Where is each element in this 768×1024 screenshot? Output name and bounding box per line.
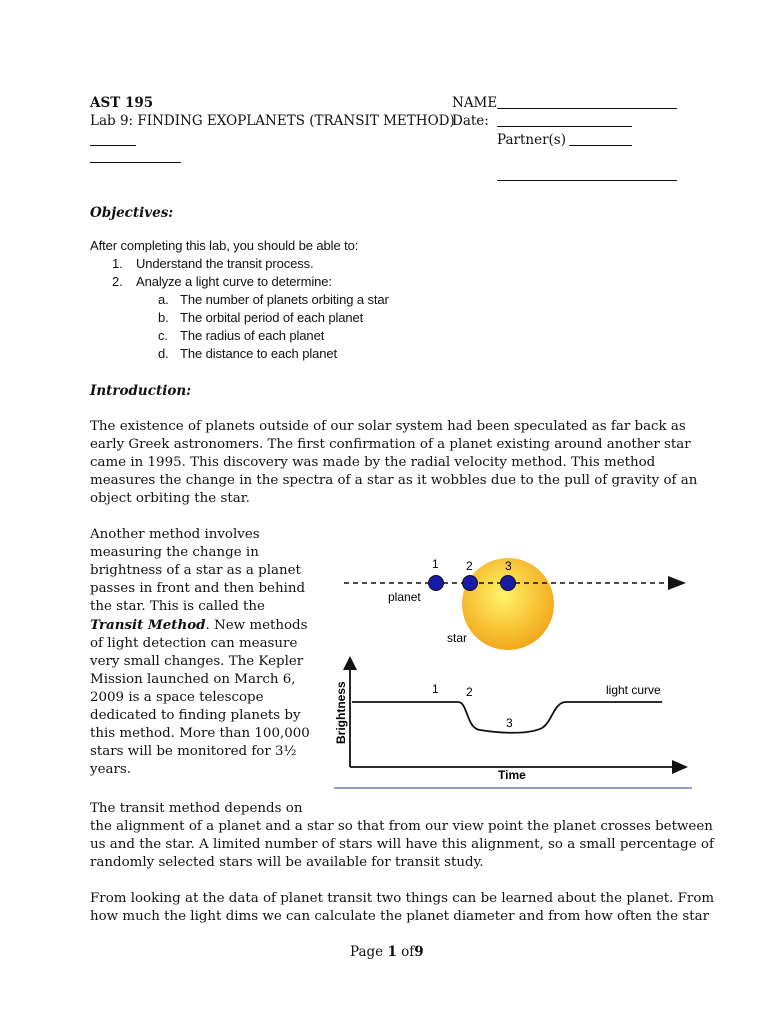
text-line: The transit method depends on <box>90 801 303 816</box>
transit-diagram <box>330 552 700 792</box>
planet-label: planet <box>388 590 421 604</box>
x-axis-arrow-icon <box>672 760 688 774</box>
intro-paragraph-3 <box>90 800 714 872</box>
objective-number: 2. <box>112 274 123 289</box>
position-label-3: 3 <box>505 559 512 573</box>
text-line: came in 1995. This discovery was made by the radial velocity method. This method <box>90 455 656 470</box>
light-curve-label: light curve <box>606 683 661 697</box>
page-footer <box>350 943 424 961</box>
blank-line <box>90 162 181 163</box>
text-line: randomly selected stars will be available for transit study. <box>90 855 484 870</box>
subitem-letter: b. <box>158 310 169 325</box>
of-word: of <box>401 944 415 960</box>
orbit-arrow-icon <box>668 576 686 590</box>
text-line: very small changes. The Kepler <box>90 654 304 669</box>
transit-method-emphasis: Transit Method <box>90 617 206 633</box>
star-label: star <box>447 631 468 645</box>
planet-position-1 <box>429 576 444 591</box>
position-label-2: 2 <box>466 559 473 573</box>
partners-field-2[interactable] <box>497 180 677 181</box>
page-number: 1 <box>387 944 397 960</box>
objective-number: 1. <box>112 256 123 271</box>
curve-label-1: 1 <box>432 682 439 696</box>
curve-label-3: 3 <box>506 716 513 730</box>
partners-field[interactable] <box>569 145 632 146</box>
text-line: early Greek astronomers. The first confirmation of a planet existing around another star <box>90 437 691 452</box>
date-field[interactable] <box>497 126 632 127</box>
x-axis-label: Time <box>498 768 526 782</box>
name-label: NAME <box>452 95 498 111</box>
page-word: Page <box>350 944 384 960</box>
partners-label: Partner(s) <box>497 132 567 148</box>
subitem-text: The orbital period of each planet <box>180 310 364 325</box>
objectives-heading: Objectives: <box>90 205 174 221</box>
y-axis-label: Brightness <box>334 681 348 744</box>
subitem-letter: d. <box>158 346 169 361</box>
date-label: Date: <box>452 113 489 129</box>
subitem-text: The radius of each planet <box>180 328 325 343</box>
objective-text: Analyze a light curve to determine: <box>136 274 332 289</box>
text-line <box>90 616 310 635</box>
text-fragment: . New methods <box>205 618 308 633</box>
subitem-letter: c. <box>158 328 168 343</box>
text-line: the alignment of a planet and a star so that from our view point the planet crosses between <box>90 819 713 834</box>
introduction-heading: Introduction: <box>90 383 192 399</box>
lab-title: Lab 9: FINDING EXOPLANETS (TRANSIT METHOD) <box>90 113 455 129</box>
text-line: Another method involves <box>90 527 260 542</box>
text-line: of light detection can measure <box>90 636 298 651</box>
intro-paragraph-2 <box>90 526 310 779</box>
text-line: us and the star. A limited number of stars will have this alignment, so a small percentage of <box>90 837 714 852</box>
text-line: measuring the change in <box>90 545 259 560</box>
subitem-text: The distance to each planet <box>180 346 338 361</box>
text-line: dedicated to finding planets by <box>90 708 301 723</box>
course-code: AST 195 <box>90 95 154 111</box>
text-line: this method. More than 100,000 <box>90 726 310 741</box>
text-line: From looking at the data of planet transit two things can be learned about the planet. From <box>90 891 715 906</box>
y-axis-arrow-icon <box>343 656 357 670</box>
text-line: 2009 is a space telescope <box>90 690 264 705</box>
text-line: object orbiting the star. <box>90 491 250 506</box>
objective-text: Understand the transit process. <box>136 256 314 271</box>
text-line: years. <box>90 762 132 777</box>
text-line: The existence of planets outside of our solar system had been speculated as far back as <box>90 419 686 434</box>
curve-label-2: 2 <box>466 685 473 699</box>
text-line: Mission launched on March 6, <box>90 672 296 687</box>
text-line: stars will be monitored for 3½ <box>90 744 297 759</box>
objectives-intro: After completing this lab, you should be able to: <box>90 238 359 253</box>
page-total: 9 <box>414 944 424 960</box>
position-label-1: 1 <box>432 557 439 571</box>
planet-position-2 <box>463 576 478 591</box>
subitem-letter: a. <box>158 292 169 307</box>
text-line: the star. This is called the <box>90 599 265 614</box>
name-field[interactable] <box>497 108 677 109</box>
text-line: brightness of a star as a planet <box>90 563 301 578</box>
blank-line <box>90 145 136 146</box>
text-line: passes in front and then behind <box>90 581 306 596</box>
planet-position-3 <box>501 576 516 591</box>
intro-paragraph-1 <box>90 418 697 508</box>
intro-paragraph-4 <box>90 890 714 926</box>
subitem-text: The number of planets orbiting a star <box>180 292 389 307</box>
text-line: measures the change in the spectra of a star as it wobbles due to the pull of gravity of an <box>90 473 698 488</box>
text-line: how much the light dims we can calculate the planet diameter and from how often the star <box>90 909 709 924</box>
